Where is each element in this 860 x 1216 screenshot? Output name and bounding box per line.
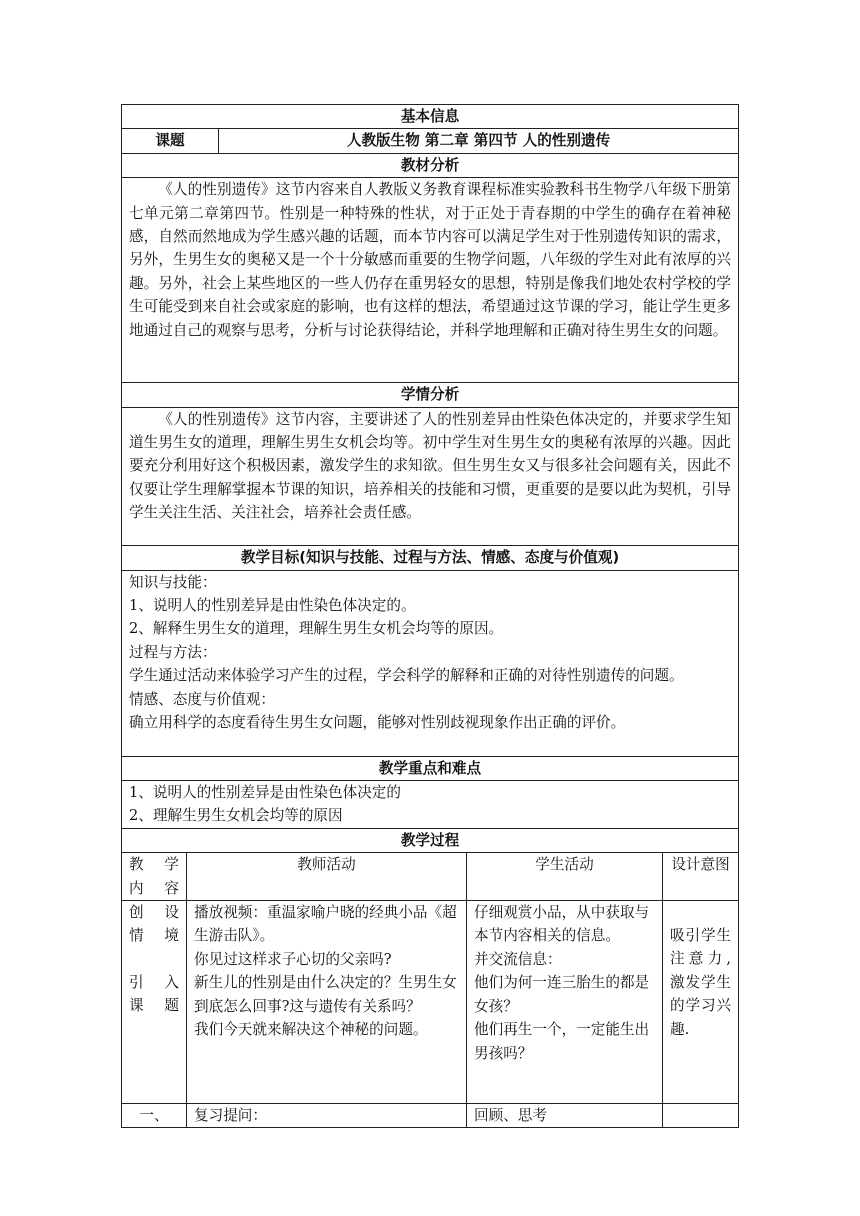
- process-col-intent: 设计意图: [663, 853, 739, 901]
- content-part-1: 创 设 情 境: [129, 904, 179, 945]
- keypoint-line: 2、理解生男生女机会均等的原因: [129, 807, 343, 825]
- textbook-analysis-heading: 教材分析: [122, 153, 739, 177]
- objective-line: 学生通过活动来体验学习产生的过程，学会科学的解释和正确的对待性别遗传的问题。: [129, 667, 684, 685]
- topic-value: 人教版生物 第二章 第四节 人的性别遗传: [219, 129, 739, 153]
- topic-label: 课题: [122, 129, 219, 153]
- process-row2-content: 一、: [122, 1104, 187, 1128]
- process-row2-student: 回顾、思考: [467, 1104, 663, 1128]
- objective-line: 过程与方法：: [129, 643, 217, 661]
- objective-line: 知识与技能：: [129, 573, 217, 591]
- objectives-cell: [122, 570, 739, 756]
- student-line: 他们为何一连三胎生的都是女孩？: [474, 974, 650, 1015]
- content-part-2: 引 入 课 题: [129, 973, 179, 1015]
- lesson-plan-table: [121, 104, 739, 1128]
- process-row-intent: 吸引学生注意力,激发学生的学习兴趣.: [663, 901, 739, 1104]
- process-col-teacher: 教师活动: [187, 853, 467, 901]
- process-col-student: 学生活动: [467, 853, 663, 901]
- objective-line: 确立用科学的态度看待生男生女问题，能够对性别歧视现象作出正确的评价。: [129, 714, 626, 732]
- keypoints-cell: [122, 781, 739, 829]
- process-heading: 教学过程: [122, 828, 739, 852]
- learner-analysis-cell: [122, 407, 739, 545]
- teacher-line: 播放视频：重温家喻户晓的经典小品《超生游击队》。: [194, 904, 457, 945]
- process-row2-teacher: 复习提问：: [187, 1104, 467, 1128]
- objective-line: 2、解释生男生女的道理，理解生男生女机会均等的原因。: [129, 620, 504, 638]
- objectives-heading: 教学目标(知识与技能、过程与方法、情感、态度与价值观): [122, 545, 739, 570]
- content-spacer: [129, 948, 179, 971]
- process-row-student: [467, 901, 663, 1104]
- textbook-analysis-cell: [122, 178, 739, 383]
- textbook-analysis-text: 《人的性别遗传》这节内容来自人教版义务教育课程标准实验教科书生物学八年级下册第七单元第二章第四节。性别是一种特殊的性状，对于正处于青春期的中学生的确存在着神秘感，自然而然地成为学生感兴趣的话题，而本节内容可以满足学生对于性别遗传知识的需求，另外，生男生女的奥秘又是一个十分敏感而重要的生物学问题，八年级的学生对此有浓厚的兴趣。另外，社会上某些地区的一些人仍存在重男轻女的思想，特别是像我们地处农村学校的学生可能受到来自社会或家庭的影响，也有这样的想法，希望通过这节课的学习，能让学生更多地通过自己的观察与思考，分析与讨论获得结论，并科学地理解和正确对待生男生女的问题。: [129, 181, 732, 339]
- student-line: 他们再生一个，一定能生出男孩吗？: [474, 1021, 650, 1062]
- student-line: 并交流信息：: [474, 950, 562, 968]
- keypoints-heading: 教学重点和难点: [122, 756, 739, 780]
- process-col-content: 教 学 内 容: [122, 853, 187, 901]
- process-row2-intent: [663, 1104, 739, 1128]
- keypoint-line: 1、说明人的性别差异是由性染色体决定的: [129, 784, 401, 802]
- learner-analysis-text: 《人的性别遗传》这节内容，主要讲述了人的性别差异由性染色体决定的，并要求学生知道生男生女的道理，理解生男生女机会均等。初中学生对生男生女的奥秘有浓厚的兴趣。因此要充分利用好这个积极因素，激发学生的求知欲。但生男生女又与很多社会问题有关，因此不仅要让学生理解掌握本节课的知识，培养相关的技能和习惯，更重要的是要以此为契机，引导学生关注生活、关注社会，培养社会责任感。: [129, 410, 732, 522]
- teacher-line: 新生儿的性别是由什么决定的？生男生女到底怎么回事?这与遗传有关系吗？: [194, 974, 457, 1015]
- student-line: 仔细观赏小品，从中获取与本节内容相关的信息。: [474, 904, 650, 945]
- objective-line: 情感、态度与价值观：: [129, 690, 275, 708]
- learner-analysis-heading: 学情分析: [122, 383, 739, 407]
- teacher-line: 我们今天就来解决这个神秘的问题。: [194, 1021, 428, 1039]
- teacher-line: 你见过这样求子心切的父亲吗?: [194, 950, 392, 968]
- process-row-teacher: [187, 901, 467, 1104]
- objective-line: 1、说明人的性别差异是由性染色体决定的。: [129, 597, 416, 615]
- process-row-content: [122, 901, 187, 1104]
- basic-info-heading: 基本信息: [122, 105, 739, 129]
